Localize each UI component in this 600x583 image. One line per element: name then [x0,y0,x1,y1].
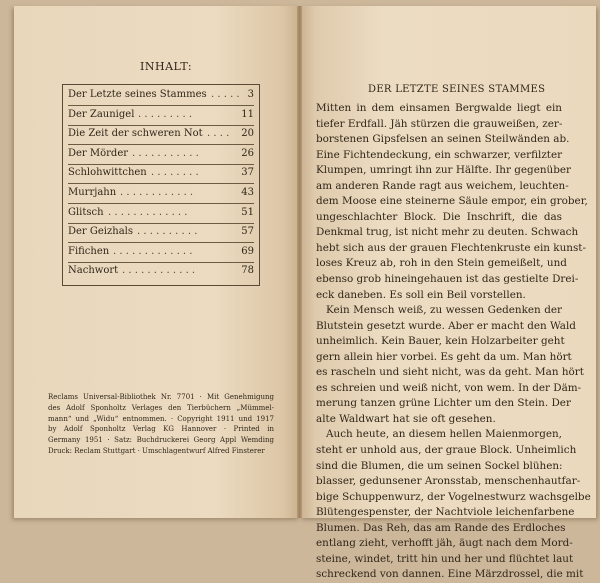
text-line: ungeschlachter Block. Die Inschrift, die das [316,210,562,223]
toc-entry-title: Glitsch [68,206,104,218]
text-line: Auch heute, an diesem hellen Maienmorgen, [326,428,562,441]
toc-entry-page-number: 26 [241,147,254,159]
toc-entry-page-number: 20 [241,128,254,140]
toc-entry-title: Nachwort [68,265,119,277]
toc-entry-page-number: 37 [241,167,254,179]
imprint-line: Germany 1951 · Satz: Buchdruckerei Georg Appl Wemding [48,436,274,445]
toc-entry [68,184,254,204]
toc-entry-leader-dots: . . . . . . . . . . . . [122,265,196,277]
toc-entry-title: Der Letzte seines Stammes [68,89,207,100]
text-line: Klumpen, umringt ihn zur Hälfte. Ihr gegenüber [316,164,572,177]
text-line: steine, windet, tritt hin und her und flüchtet laut [316,552,574,565]
text-line: hebt sich aus der grauen Flechtenkruste ein kunst- [316,241,586,254]
toc-entry [68,223,254,243]
text-line: bige Schuppenwurz, der Vogelnestwurz wachsgelbe [316,490,591,503]
text-line: Blumen. Das Reh, das am Rande des Erdloches [316,521,566,534]
text-line: alte Waldwart hat sie oft gesehen. [316,412,496,425]
imprint-line: Reclams Universal-Bibliothek Nr. 7701 · Mit Genehmigung [48,393,274,401]
toc-entry-page-number: 57 [241,226,254,238]
text-line: dem Moose eine steinerne Säule empor, ein grober, [316,195,588,208]
toc-entry-page-number: 11 [241,108,254,120]
text-line: Mitten in dem einsamen Bergwalde liegt ein [316,102,562,114]
toc-entry [68,86,254,106]
imprint-line: des Adolf Sponholtz Verlages den Tierbüchern „Mümmel- [48,403,274,412]
imprint-line: by Adolf Sponholtz Verlag KG Hannover · Printed in [48,425,274,434]
toc-entry-leader-dots: . . . . . . . . . . . . [120,187,194,198]
chapter-title: DER LETZTE SEINES STAMMES [368,84,546,95]
chapter-body-text [316,101,591,583]
text-line: tiefer Erdfall. Jäh stürzen die grauweißen, zer- [316,117,563,130]
toc-entry [68,125,254,145]
toc-entry-title: Fifichen [68,245,110,257]
imprint-text [48,392,274,457]
table-of-contents [62,84,260,286]
toc-entry [68,262,254,282]
toc-entry-title: Der Zaunigel [68,108,135,120]
toc-entry [68,145,254,165]
text-line: entlang zieht, verhofft jäh, äugt nach dem Mord- [316,537,573,550]
toc-entry-leader-dots: . . . . . . . . [151,167,199,179]
toc-entry-leader-dots: . . . . . . . . . [138,108,193,120]
toc-entry-leader-dots: . . . . . . . . . . . [132,147,199,159]
toc-entry-page-number: 69 [241,245,254,257]
toc-entry [68,204,254,224]
toc-entry-title: Die Zeit der schweren Not [68,128,203,140]
text-line: unheimlich. Kein Bauer, kein Holzarbeiter geht [316,335,565,348]
toc-entry-leader-dots: . . . . . . . . . . . . . [108,206,188,218]
text-line: blasser, gedunsener Aronsstab, menschenhautfar- [316,475,581,488]
toc-entry [68,106,254,126]
toc-entry [68,164,254,184]
text-line: Denkmal trug, ist nicht mehr zu deuten. Schwach [316,226,579,239]
text-line: gern allein hier vorbei. Es geht da um. Man hört [316,350,572,363]
imprint-line: mann“ und „Widu“ entnommen. · Copyright 1911 und 1917 [48,414,274,423]
toc-entry-title: Der Mörder [68,147,129,159]
text-line: loses Kreuz ab, roh in den Stein gemeißelt, und [316,257,567,270]
book-gutter [297,6,302,518]
text-line: borstenen Gipsfelsen an seinen Steilwänden ab. [316,133,570,146]
toc-entry-page-number: 3 [247,89,254,100]
text-line: ebenso grob hineingehauen ist das gestielte Drei- [316,273,579,286]
toc-entry-page-number: 51 [241,206,254,218]
toc-entry-leader-dots: . . . . [207,128,230,140]
text-line: Blütengespenster, der Nachtviole leichenfarbene [316,506,575,519]
toc-entry [68,243,254,263]
toc-entry-page-number: 78 [241,265,254,277]
text-line: Kein Mensch weiß, zu wessen Gedenken der [326,304,562,317]
imprint-line: Druck: Reclam Stuttgart · Umschlagentwurf Alfred Finsterer [48,446,265,455]
text-line: Eine Fichtendeckung, ein schwarzer, verfilzter [316,148,563,161]
text-line: es schreien und weiß nicht, von wem. In der Däm- [316,381,582,394]
toc-entry-page-number: 43 [241,187,254,198]
text-line: Blutstein gesetzt wurde. Aber er macht den Wald [316,319,576,332]
text-line: am anderen Rande ragt aus weichem, leuchten- [316,179,569,192]
toc-entry-leader-dots: . . . . . [211,89,240,100]
text-line: schreckend von dannen. Eine Märzdrossel, die mit [316,568,584,581]
toc-entry-leader-dots: . . . . . . . . . . . . . [113,245,193,257]
toc-heading: INHALT: [140,60,193,73]
toc-entry-title: Der Geizhals [68,226,133,238]
toc-entry-title: Schlohwittchen [68,167,147,179]
text-line: es rascheln und sieht nicht, was da geht. Man hört [316,366,584,379]
text-line: merung tanzen grüne Lichter um den Stein. Der [316,397,571,410]
text-line: eck daneben. Es soll ein Beil vorstellen. [316,288,526,301]
text-line: steht er unhold aus, der graue Block. Unheimlich [316,444,577,457]
text-line: sind die Blumen, die um seinen Sockel blühen: [316,459,563,472]
toc-entry-title: Murrjahn [68,187,117,198]
toc-entry-leader-dots: . . . . . . . . . . [137,226,198,238]
